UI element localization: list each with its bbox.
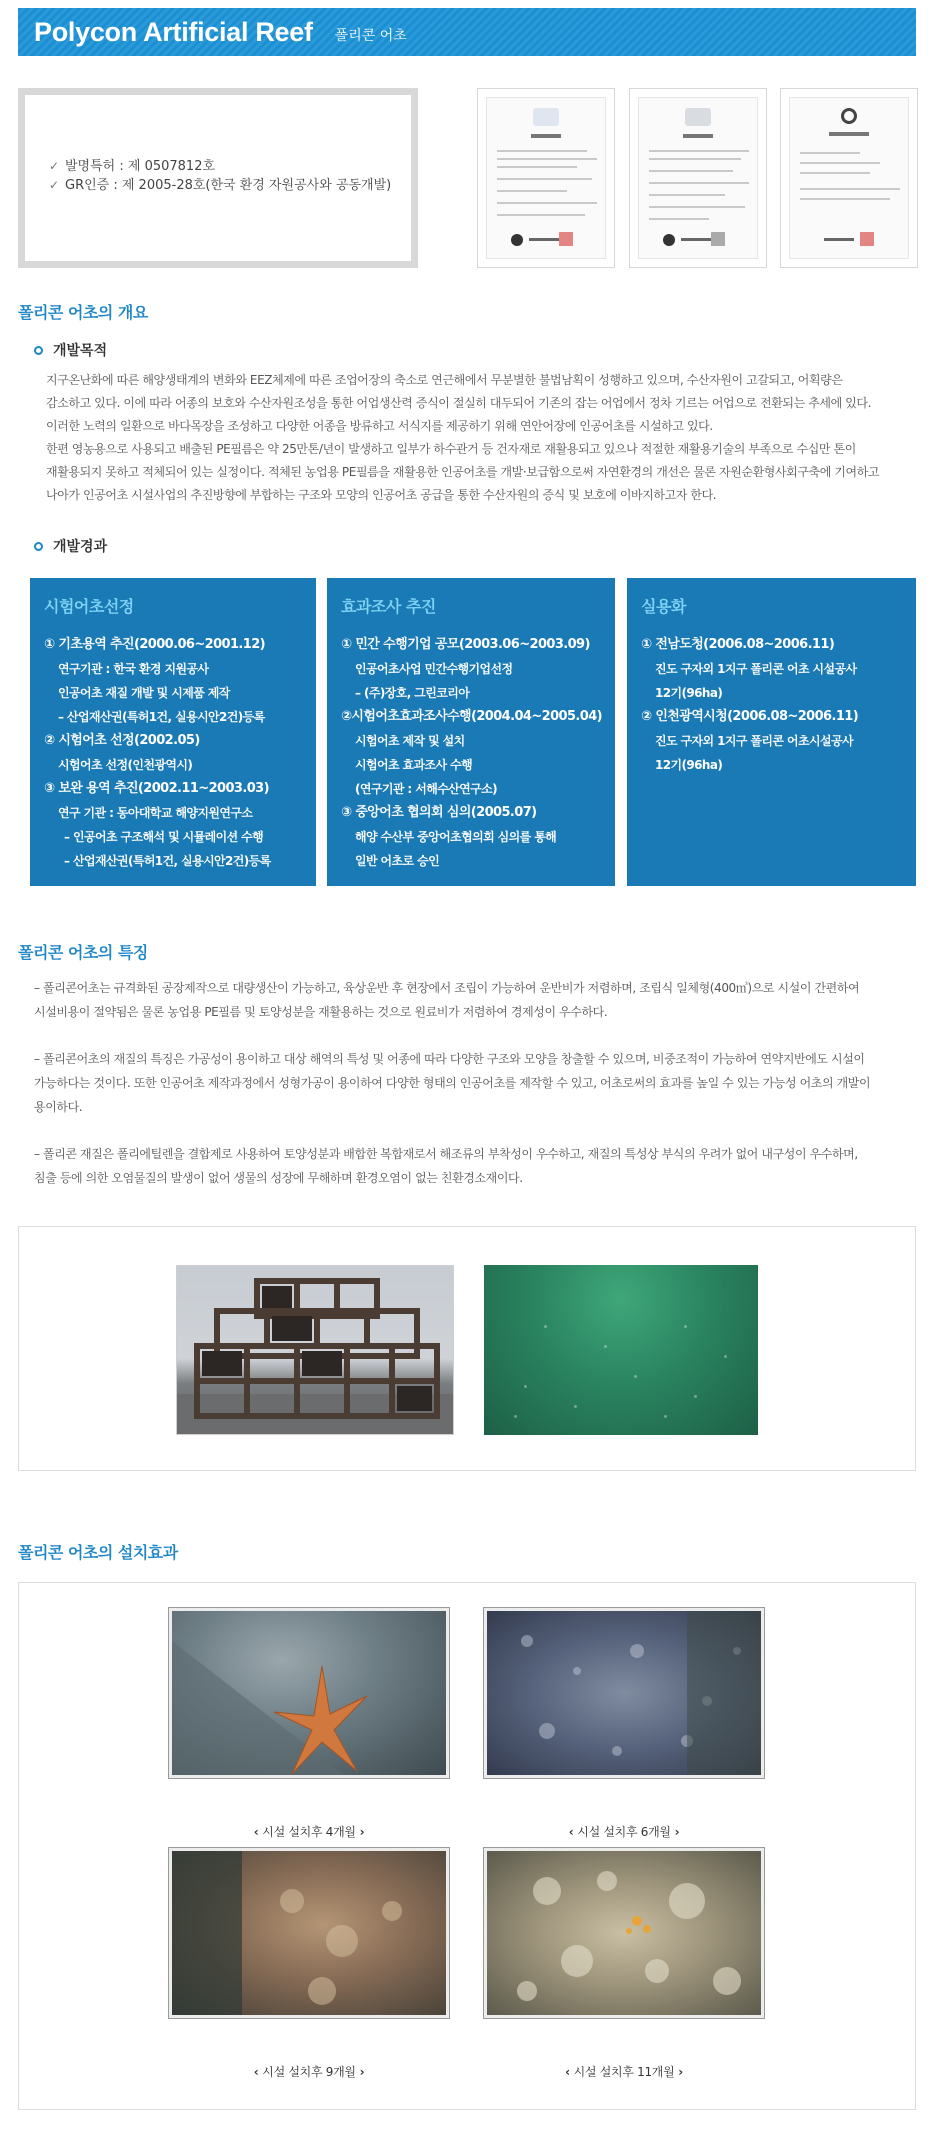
effects-photo-frame: [18, 1582, 916, 2110]
check-icon: ✓: [49, 178, 60, 192]
process-step-title: ③ 보완 용역 추진(2002.11~2003.03): [44, 781, 269, 796]
process-step-detail: 시험어초 선정(인천광역시): [58, 758, 193, 772]
process-box-heading: 효과조사 추진: [341, 597, 436, 616]
process-step-detail: (연구기관 : 서해수산연구소): [355, 782, 498, 796]
process-step-detail: 일반 어초로 승인: [355, 854, 440, 868]
patent-line: [49, 176, 411, 195]
effects-heading: 폴리콘 어초의 설치효과: [18, 1543, 178, 1562]
paragraph-line: 지구온난화에 따른 해양생태계의 변화와 EEZ체제에 따른 조업어장의 축소로 연근해에서 무분별한 불법남획이 성행하고 있으며, 수산자원이 고갈되고, 어획량은: [46, 373, 843, 387]
bullet-icon: [34, 542, 43, 551]
patent-certificate-image: [629, 88, 767, 268]
paragraph-line: – 폴리콘 재질은 폴리에틸렌을 결합제로 사용하여 토양성분과 배합한 복합재로서 해조류의 부착성이 우수하고, 재질의 특성상 부식의 우려가 없어 내구성이 우수하며,: [34, 1147, 858, 1161]
banner-title: Polycon Artificial Reef: [34, 16, 313, 47]
process-step-title: ②시험어초효과조사수행(2004.04~2005.04): [341, 709, 602, 724]
feature-paragraph-3: [34, 1142, 916, 1190]
process-box-heading: 실용화: [641, 597, 686, 616]
purpose-paragraph: [46, 369, 916, 507]
process-title: 개발경과: [53, 539, 108, 555]
paragraph-line: 한편 영농용으로 사용되고 배출된 PE필름은 약 25만톤/년이 발생하고 일부가 하수관거 등 건자재로 재활용되고 있으나 적절한 재활용기술의 부족으로 수십만 톤이: [46, 442, 856, 456]
caption-text: 시설 설치후 4개월: [262, 1825, 356, 1839]
process-box-commercialization: [627, 578, 916, 886]
patent-certificate-image: [477, 88, 615, 268]
process-step-detail: 인공어초사업 민간수행기업선정: [355, 662, 513, 676]
process-subheading: [34, 536, 107, 556]
underwater-fish-photo: [484, 1265, 758, 1435]
caption-text: 시설 설치후 6개월: [577, 1825, 671, 1839]
feature-paragraph-1: [34, 976, 916, 1024]
page-banner: [18, 8, 916, 56]
process-step-detail: 진도 구자외 1지구 폴리콘 어초 시설공사: [655, 662, 857, 676]
paragraph-line: 이러한 노력의 일환으로 바다목장을 조성하고 다양한 어종을 방류하고 서식지를 제공하기 위해 연안어장에 인공어초를 시설하고 있다.: [46, 419, 713, 433]
feature-paragraph-2: [34, 1047, 916, 1119]
process-step-title: ① 기초용역 추진(2000.06~2001.12): [44, 637, 266, 652]
process-step-detail: 연구기관 : 한국 환경 지원공사: [58, 662, 209, 676]
caption-text: 시설 설치후 9개월: [262, 2065, 356, 2079]
process-step-detail: 해양 수산부 중앙어초협의회 심의를 통해: [355, 830, 557, 844]
process-step-title: ② 시험어초 선정(2002.05): [44, 733, 200, 748]
paragraph-line: 시설비용이 절약됨은 물론 농업용 PE필름 및 토양성분을 재활용하는 것으로 원료비가 저렴하여 경제성이 우수하다.: [34, 1005, 608, 1019]
effect-photo-9-months: [169, 1848, 449, 2018]
process-step-detail: 시험어초 효과조사 수행: [355, 758, 473, 772]
patent-line: [49, 157, 411, 176]
dense-growth-illustration: [487, 1851, 764, 2018]
starfish-illustration: [172, 1611, 449, 1778]
process-step-title: ① 민간 수행기업 공모(2003.06~2003.09): [341, 637, 590, 652]
effect-photo-11-months: [484, 1848, 764, 2018]
paragraph-line: 나아가 인공어초 시설사업의 추진방향에 부합하는 구조와 모양의 인공어초 공급을 통한 수산자원의 증식 및 보호에 이바지하고자 한다.: [46, 488, 717, 502]
process-step-detail: – 산업재산권(특허1건, 실용시안2건)등록: [64, 854, 271, 868]
process-step-detail: 인공어초 재질 개발 및 시제품 제작: [58, 686, 230, 700]
paragraph-line: – 폴리콘어초의 재질의 특징은 가공성이 용이하고 대상 해역의 특성 및 어종에 따라 다양한 구조와 모양을 창출할 수 있으며, 비중조적이 가능하여 연약지반에도 시설이: [34, 1052, 865, 1066]
purpose-title: 개발목적: [53, 343, 108, 359]
patent-text: 발명특허 : 제 0507812호: [65, 159, 216, 174]
caption-text: 시설 설치후 11개월: [573, 2065, 675, 2079]
process-box-effect-survey: [327, 578, 615, 886]
paragraph-line: 가능하다는 것이다. 또한 인공어초 제작과정에서 성형가공이 용이하여 다양한 형태의 인공어초를 제작할 수 있고, 어초로써의 효과를 높일 수 있는 가능성 어초의 개발이: [34, 1076, 871, 1090]
process-step-detail: 시험어초 제작 및 설치: [355, 734, 465, 748]
effect-caption-4-months: ‹ 시설 설치후 4개월 ›: [253, 1825, 365, 1839]
effect-caption-11-months: ‹ 시설 설치후 11개월 ›: [565, 2065, 683, 2079]
process-step-detail: 12기(96ha): [655, 758, 723, 772]
reef-structure-illustration: [177, 1266, 454, 1435]
process-step-title: ② 인천광역시청(2006.08~2006.11): [641, 709, 859, 724]
effect-caption-6-months: ‹ 시설 설치후 6개월 ›: [568, 1825, 680, 1839]
process-step-detail: – (주)장호, 그린코리아: [355, 686, 470, 700]
process-step-detail: – 인공어초 구조해석 및 시뮬레이션 수행: [64, 830, 264, 844]
process-box-test-selection: [30, 578, 316, 886]
paragraph-line: 용이하다.: [34, 1100, 83, 1114]
effect-caption-9-months: ‹ 시설 설치후 9개월 ›: [253, 2065, 365, 2079]
banner-subtitle: 폴리콘 어초: [334, 28, 407, 44]
bullet-icon: [34, 346, 43, 355]
gr-cert-text: GR인증 : 제 2005-28호(한국 환경 자원공사와 공동개발): [65, 178, 392, 193]
process-box-heading: 시험어초선정: [44, 597, 134, 616]
paragraph-line: 재활용되지 못하고 적체되어 있는 실정이다. 적체된 농업용 PE필름을 재활용한 인공어초를 개발·보급함으로써 자연환경의 개선은 물론 자원순환형사회구축에 기여하고: [46, 465, 880, 479]
process-step-detail: 12기(96ha): [655, 686, 723, 700]
effect-photo-6-months: [484, 1608, 764, 1778]
features-heading: 폴리콘 어초의 특징: [18, 943, 148, 962]
paragraph-line: 침출 등에 의한 오염물질의 발생이 없어 생물의 성장에 무해하며 환경오염이 없는 친환경소재이다.: [34, 1171, 523, 1185]
purpose-subheading: [34, 340, 107, 360]
gr-certificate-image: [780, 88, 918, 268]
paragraph-line: – 폴리콘어초는 규격화된 공장제작으로 대량생산이 가능하고, 육상운반 후 현장에서 조립이 가능하여 운반비가 저렴하며, 조립식 일체형(400㎥)으로 시설이 간편하여: [34, 981, 860, 995]
process-step-detail: 진도 구자외 1지구 폴리콘 어초시설공사: [655, 734, 853, 748]
paragraph-line: 감소하고 있다. 이에 따라 어종의 보호와 수산자원조성을 통한 어업생산력 증식이 절실히 대두되어 기존의 잡는 어업에서 정차 기르는 어업으로 전환되는 추세에 있다.: [46, 396, 871, 410]
process-step-title: ① 전남도청(2006.08~2006.11): [641, 637, 835, 652]
patent-info-box: [18, 88, 418, 268]
overview-heading: 폴리콘 어초의 개요: [18, 303, 148, 322]
check-icon: ✓: [49, 159, 60, 173]
coverage-illustration: [487, 1611, 764, 1778]
reef-photo-frame: [18, 1226, 916, 1471]
effect-photo-4-months: [169, 1608, 449, 1778]
growth-illustration: [172, 1851, 449, 2018]
process-step-detail: 연구 기관 : 동아대학교 해양지원연구소: [58, 806, 253, 820]
process-step-title: ③ 중앙어초 협의회 심의(2005.07): [341, 805, 537, 820]
process-step-detail: – 산업재산권(특허1건, 실용시안2건)등록: [58, 710, 265, 724]
reef-structure-photo: [176, 1265, 454, 1435]
